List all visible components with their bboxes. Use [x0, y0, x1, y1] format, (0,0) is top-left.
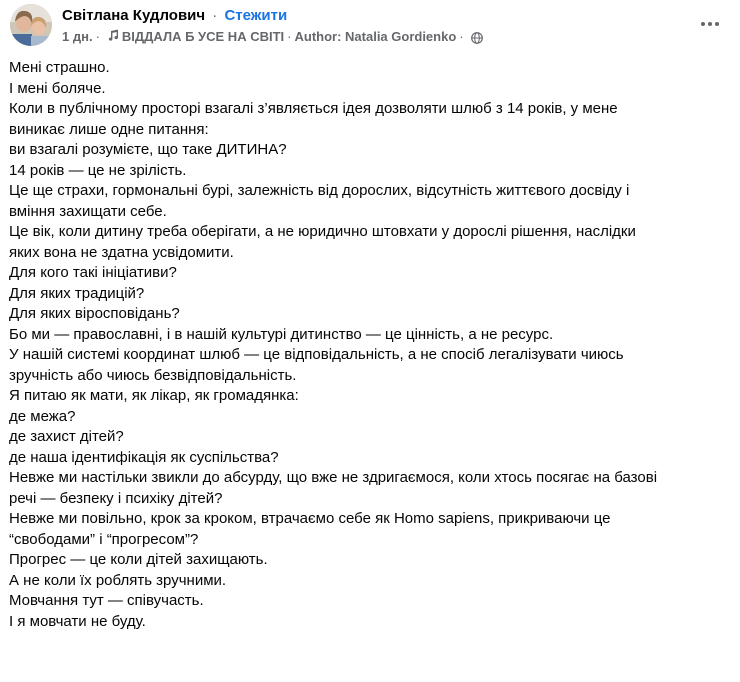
- avatar-photo: [10, 4, 52, 46]
- post-text-line: речі — безпеку і психіку дітей?: [9, 489, 223, 507]
- dot-separator: ·: [212, 7, 218, 24]
- music-author[interactable]: Author: Natalia Gordienko: [294, 29, 457, 44]
- avatar[interactable]: [10, 4, 52, 46]
- post-text-line: Невже ми повільно, крок за кроком, втрачаємо себе як Homo sapiens, прикриваючи це: [9, 510, 611, 527]
- post-text-line: А не коли їх роблять зручними.: [9, 571, 227, 589]
- post-text-line: Це ще страхи, гормональні бурі, залежність від дорослих, відсутність життєвого досвіду і: [9, 182, 630, 199]
- post-text-line: Для кого такі ініціативи?: [9, 264, 177, 281]
- post-text-line: Мовчання тут — співучасть.: [9, 592, 204, 609]
- post-text-line: Я питаю як мати, як лікар, як громадянка:: [9, 387, 299, 404]
- dot-separator: ·: [287, 29, 292, 44]
- post-text-line: І мені боляче.: [9, 79, 106, 97]
- post-text-line: Прогрес — це коли дітей захищають.: [9, 551, 268, 568]
- post-text-line: де межа?: [9, 407, 76, 425]
- post-text-line: Невже ми настільки звикли до абсурду, що вже не здригаємося, коли хтось посягає на базові: [9, 469, 658, 486]
- post-text-line: яких вона не здатна усвідомити.: [9, 243, 234, 261]
- post-text-line: ви взагалі розумієте, що таке ДИТИНА?: [9, 141, 287, 158]
- post-text-line: Бо ми — православні, і в нашій культурі дитинство — це цінність, а не ресурс.: [9, 325, 554, 343]
- post-body: [9, 58, 729, 632]
- dot-separator: ·: [95, 29, 100, 44]
- dot-separator: ·: [459, 29, 464, 44]
- author-name[interactable]: Світлана Кудлович: [62, 7, 206, 24]
- more-options-icon[interactable]: [696, 14, 724, 34]
- name-row: [62, 6, 662, 25]
- post-text-line: Для яких віросповідань?: [9, 305, 180, 322]
- more-dot: [708, 22, 712, 26]
- post-text-line: 14 років — це не зрілість.: [9, 161, 187, 179]
- post-text-line: У нашій системі координат шлюб — це відповідальність, а не спосіб легалізувати чиюсь: [9, 346, 624, 363]
- header-text: [62, 6, 662, 45]
- post-text-line: Це вік, коли дитину треба оберігати, а не юридично штовхати у дорослі рішення, наслідки: [9, 223, 636, 240]
- follow-button[interactable]: Стежити: [224, 7, 288, 24]
- post-text-line: І я мовчати не буду.: [9, 612, 146, 630]
- post-text-line: Коли в публічному просторі взагалі з’являється ідея дозволяти шлюб з 14 років, у мене: [9, 100, 618, 117]
- globe-icon[interactable]: [471, 31, 483, 43]
- post-text-line: “свободами” і “прогресом”?: [9, 530, 199, 548]
- post-text-line: Мені страшно.: [9, 59, 110, 76]
- more-dot: [701, 22, 705, 26]
- post-text-line: Для яких традицій?: [9, 284, 145, 302]
- post-meta: [62, 28, 662, 45]
- post-header: [8, 4, 732, 50]
- post-text-line: зручність або чиюсь безвідповідальність.: [9, 366, 297, 384]
- post-text-line: виникає лише одне питання:: [9, 120, 209, 138]
- music-title[interactable]: ВІДДАЛА Б УСЕ НА СВІТІ: [121, 29, 285, 44]
- post-text-line: вміння захищати себе.: [9, 202, 167, 220]
- music-note-icon: [107, 28, 119, 45]
- more-dot: [715, 22, 719, 26]
- post-text-line: де захист дітей?: [9, 428, 124, 445]
- post-text-line: де наша ідентифікація як суспільства?: [9, 448, 279, 466]
- post-timestamp[interactable]: 1 дн.: [62, 29, 93, 44]
